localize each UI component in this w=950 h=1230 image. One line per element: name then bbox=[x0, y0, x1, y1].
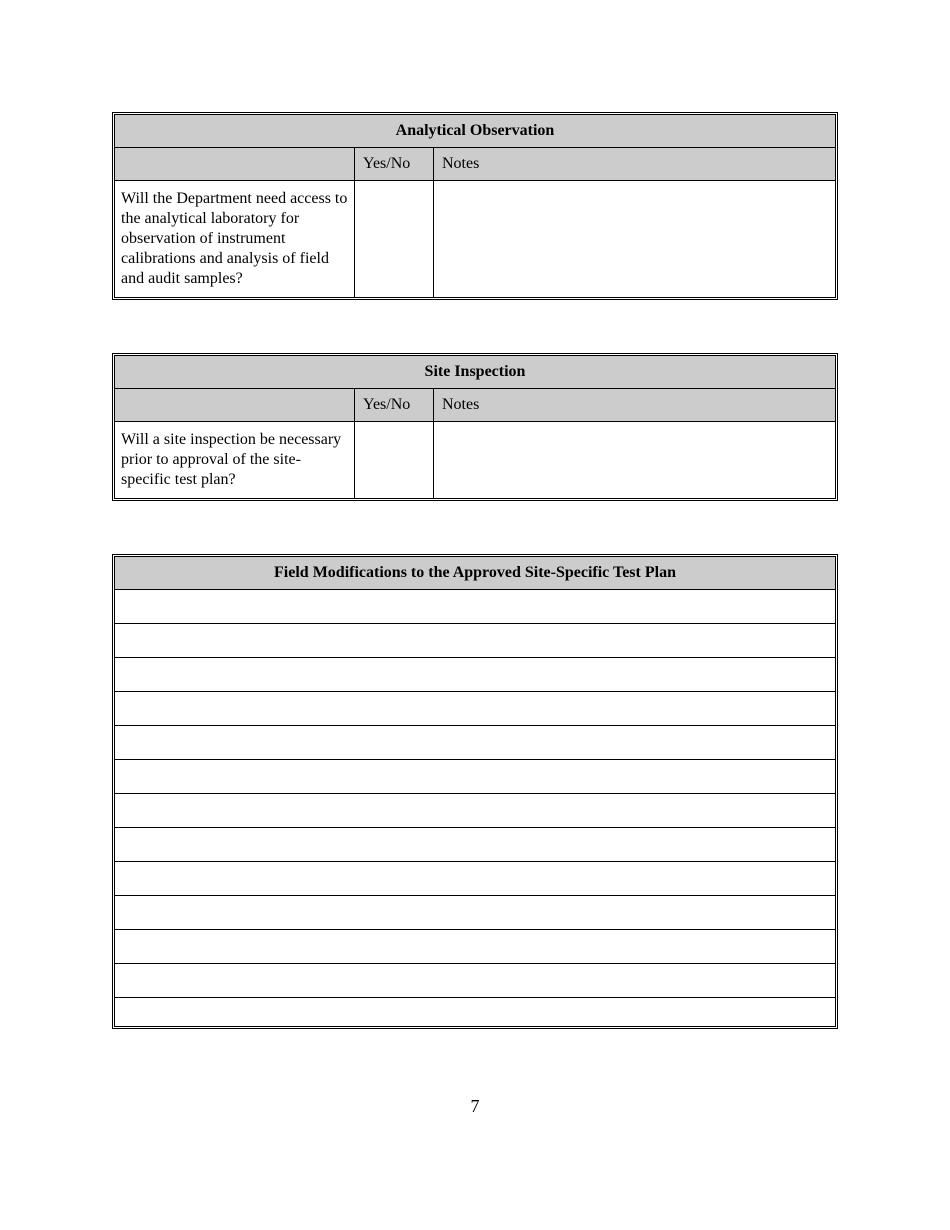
field-modification-entry[interactable] bbox=[115, 590, 835, 624]
field-modification-row bbox=[115, 760, 835, 794]
site-inspection-title: Site Inspection bbox=[115, 356, 835, 389]
field-modification-entry[interactable] bbox=[115, 760, 835, 794]
field-modification-row bbox=[115, 658, 835, 692]
yesno-column-header: Yes/No bbox=[355, 148, 434, 181]
field-modification-row bbox=[115, 862, 835, 896]
field-modification-row bbox=[115, 998, 835, 1026]
field-modification-row bbox=[115, 964, 835, 998]
field-modification-entry[interactable] bbox=[115, 726, 835, 760]
question-column-header bbox=[115, 389, 355, 422]
yesno-column-header: Yes/No bbox=[355, 389, 434, 422]
page-number: 7 bbox=[470, 1096, 480, 1116]
field-modification-row bbox=[115, 692, 835, 726]
field-modification-entry[interactable] bbox=[115, 692, 835, 726]
field-modification-row bbox=[115, 828, 835, 862]
analytical-observation-table bbox=[112, 112, 838, 300]
field-modification-entry[interactable] bbox=[115, 828, 835, 862]
field-modification-entry[interactable] bbox=[115, 998, 835, 1026]
site-inspection-yesno-field[interactable] bbox=[355, 422, 434, 498]
field-modification-row bbox=[115, 624, 835, 658]
field-modification-entry[interactable] bbox=[115, 624, 835, 658]
site-inspection-question: Will a site inspection be necessary prior to approval of the site-specific test plan? bbox=[115, 422, 355, 498]
question-column-header bbox=[115, 148, 355, 181]
analytical-observation-yesno-field[interactable] bbox=[355, 181, 434, 297]
site-inspection-notes-field[interactable] bbox=[434, 422, 835, 498]
field-modification-entry[interactable] bbox=[115, 862, 835, 896]
field-modification-entry[interactable] bbox=[115, 896, 835, 930]
field-modification-entry[interactable] bbox=[115, 794, 835, 828]
field-modification-entry[interactable] bbox=[115, 658, 835, 692]
analytical-observation-question: Will the Department need access to the analytical laboratory for observation of instrument calibrations and analysis of field and audit samples? bbox=[115, 181, 355, 297]
field-modification-row bbox=[115, 930, 835, 964]
notes-column-header: Notes bbox=[434, 389, 835, 422]
analytical-observation-title: Analytical Observation bbox=[115, 115, 835, 148]
field-modifications-title: Field Modifications to the Approved Site-Specific Test Plan bbox=[115, 557, 835, 590]
notes-column-header: Notes bbox=[434, 148, 835, 181]
field-modification-row bbox=[115, 896, 835, 930]
field-modification-row bbox=[115, 590, 835, 624]
field-modification-row bbox=[115, 726, 835, 760]
field-modification-row bbox=[115, 794, 835, 828]
site-inspection-table bbox=[112, 353, 838, 501]
field-modifications-table bbox=[112, 554, 838, 1029]
field-modification-entry[interactable] bbox=[115, 930, 835, 964]
analytical-observation-notes-field[interactable] bbox=[434, 181, 835, 297]
field-modification-entry[interactable] bbox=[115, 964, 835, 998]
